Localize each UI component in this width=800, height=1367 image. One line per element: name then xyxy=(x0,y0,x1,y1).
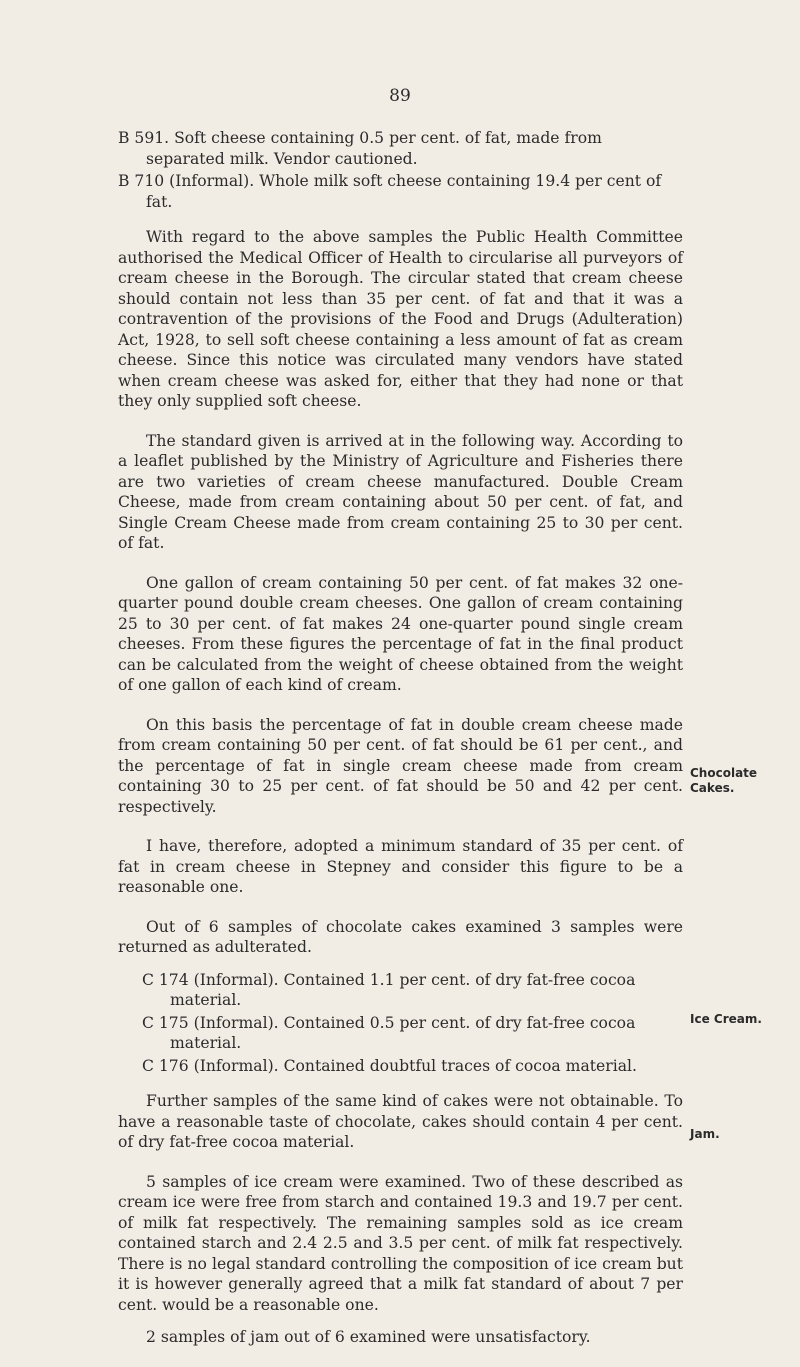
margin-note-chocolate-line2: Cakes. xyxy=(690,781,735,795)
sample-entry-c175: C 175 (Informal). Contained 0.5 per cent. of dry fat-free cocoa material. xyxy=(142,1013,636,1052)
margin-note-chocolate-cakes xyxy=(690,766,757,796)
paragraph-ice-cream: 5 samples of ice cream were examined. Two of these described as cream ice were free from starch and contained 19.3 and 19.7 per cent. of milk fat respectively. The remaining samples sold as ice cream contained starch and 2.4 2.5 and 3.5 per cent. of milk fat respectively. There is no legal standard controlling the composition of ice cream but it is however generally agreed that a milk fat standard of about 7 per cent. would be a reasonable one. xyxy=(118,1172,683,1314)
paragraph-standard: The standard given is arrived at in the following way. According to a leaflet published by the Ministry of Agriculture and Fisheries there are two varieties of cream cheese manufactured. Double Cream Cheese, made from cream containing about 50 per cent. of fat, and Single Cream Cheese made from cream containing 25 to 30 per cent. of fat. xyxy=(118,431,683,552)
sample-entry-c174: C 174 (Informal). Contained 1.1 per cent. of dry fat-free cocoa material. xyxy=(142,970,636,1009)
body-text xyxy=(118,128,683,1367)
margin-note-jam: Jam. xyxy=(690,1127,720,1141)
paragraph-further-samples: Further samples of the same kind of cakes were not obtainable. To have a reasonable taste of chocolate, cakes should contain 4 per cent. of dry fat-free cocoa material. xyxy=(118,1092,683,1151)
page-number: 89 xyxy=(389,86,411,106)
sample-entry-c176: C 176 (Informal). Contained doubtful traces of cocoa material. xyxy=(142,1056,637,1075)
paragraph-jam: 2 samples of jam out of 6 examined were unsatisfactory. xyxy=(146,1328,591,1346)
sample-entry-b710: B 710 (Informal). Whole milk soft cheese containing 19.4 per cent of fat. xyxy=(118,172,662,211)
chocolate-sample-list xyxy=(118,970,683,1077)
paragraph-chocolate-cakes: Out of 6 samples of chocolate cakes examined 3 samples were returned as adulterated. xyxy=(118,917,683,956)
margin-note-ice-cream: Ice Cream. xyxy=(690,1012,762,1026)
paragraph-circular: With regard to the above samples the Public Health Committee authorised the Medical Officer of Health to circularise all purveyors of cream cheese in the Borough. The circular stated that cream cheese should contain not less than 35 per cent. of fat and that it was a contravention of the provisions of the Food and Drugs (Adulteration) Act, 1928, to sell soft cheese containing a less amount of fat as cream cheese. Since this notice was circulated many vendors have stated when cream cheese was asked for, either that they had none or that they only supplied soft cheese. xyxy=(118,228,683,410)
paragraph-basis: On this basis the percentage of fat in double cream cheese made from cream containing 50 per cent. of fat should be 61 per cent., and the percentage of fat in single cream cheese made from cream containing 30 to 25 per cent. of fat should be 50 and 42 per cent. respectively. xyxy=(118,715,683,816)
cheese-sample-list xyxy=(118,128,683,212)
sample-entry-b591: B 591. Soft cheese containing 0.5 per cent. of fat, made from separated milk. Vendor cautioned. xyxy=(118,129,602,168)
margin-note-chocolate-line1: Chocolate xyxy=(690,766,758,780)
paragraph-gallon: One gallon of cream containing 50 per cent. of fat makes 32 one-quarter pound double cream cheeses. One gallon of cream containing 25 to 30 per cent. of fat makes 24 one-quarter pound single cream cheeses. From these figures the percentage of fat in the final product can be calculated from the weight of cheese obtained from the weight of one gallon of each kind of cream. xyxy=(118,573,683,694)
paragraph-minimum-standard: I have, therefore, adopted a minimum standard of 35 per cent. of fat in cream cheese in Stepney and consider this figure to be a reasonable one. xyxy=(118,837,683,896)
